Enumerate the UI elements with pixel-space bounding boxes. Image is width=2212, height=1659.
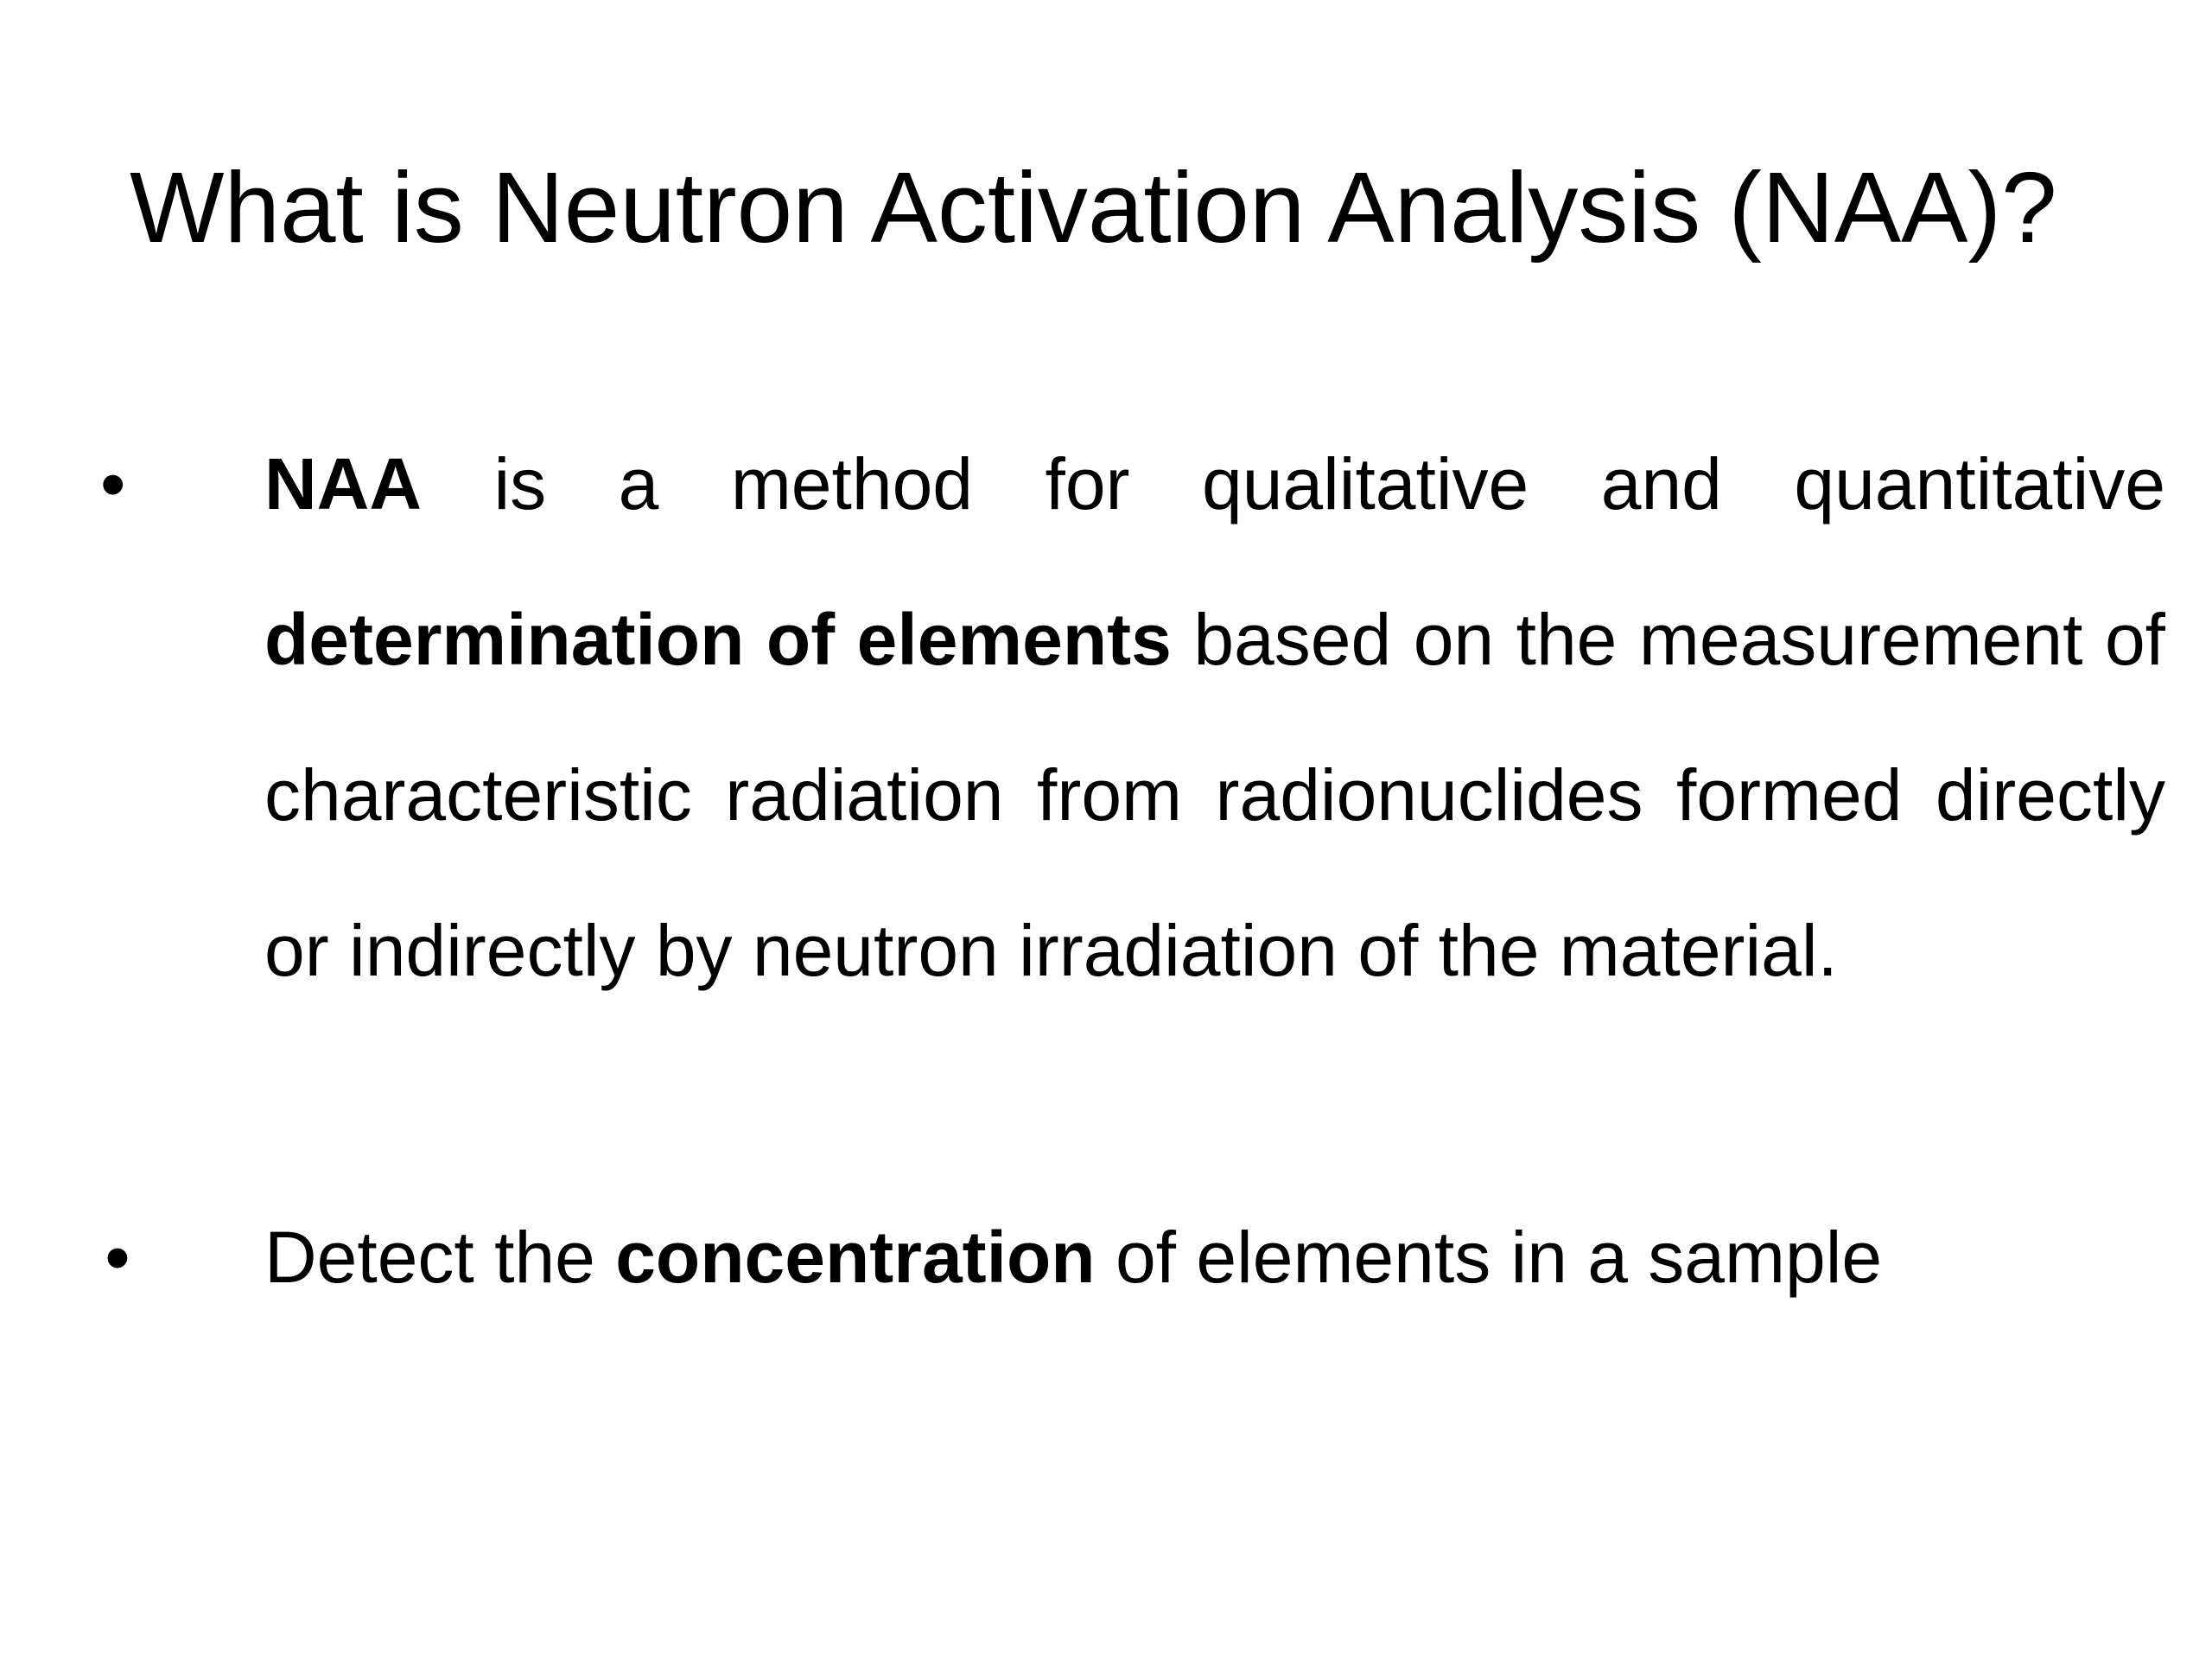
bullet-item-concentration (105, 1201, 2165, 1313)
bold-term-concentration: concentration (615, 1217, 1096, 1298)
bullet-item-naa-definition (100, 406, 2165, 1028)
bold-term-naa: NAA (264, 443, 422, 524)
bold-term-determination: determination of elements (264, 599, 1172, 680)
bullet-marker: • (105, 1217, 130, 1298)
bullet-text: based on the measurement of characteristic radiation from radionuclides formed directly or indirectly by neutron irradiation of the material. (264, 599, 2165, 991)
bullet-text: Detect the (264, 1217, 616, 1298)
bullet-text: is a method for qualitative and quantitative (422, 443, 2165, 524)
bullet-marker: • (100, 443, 126, 524)
bullet-text: of elements in a sample (1095, 1217, 1883, 1298)
slide-title: What is Neutron Activation Analysis (NAA)? (130, 151, 2057, 264)
